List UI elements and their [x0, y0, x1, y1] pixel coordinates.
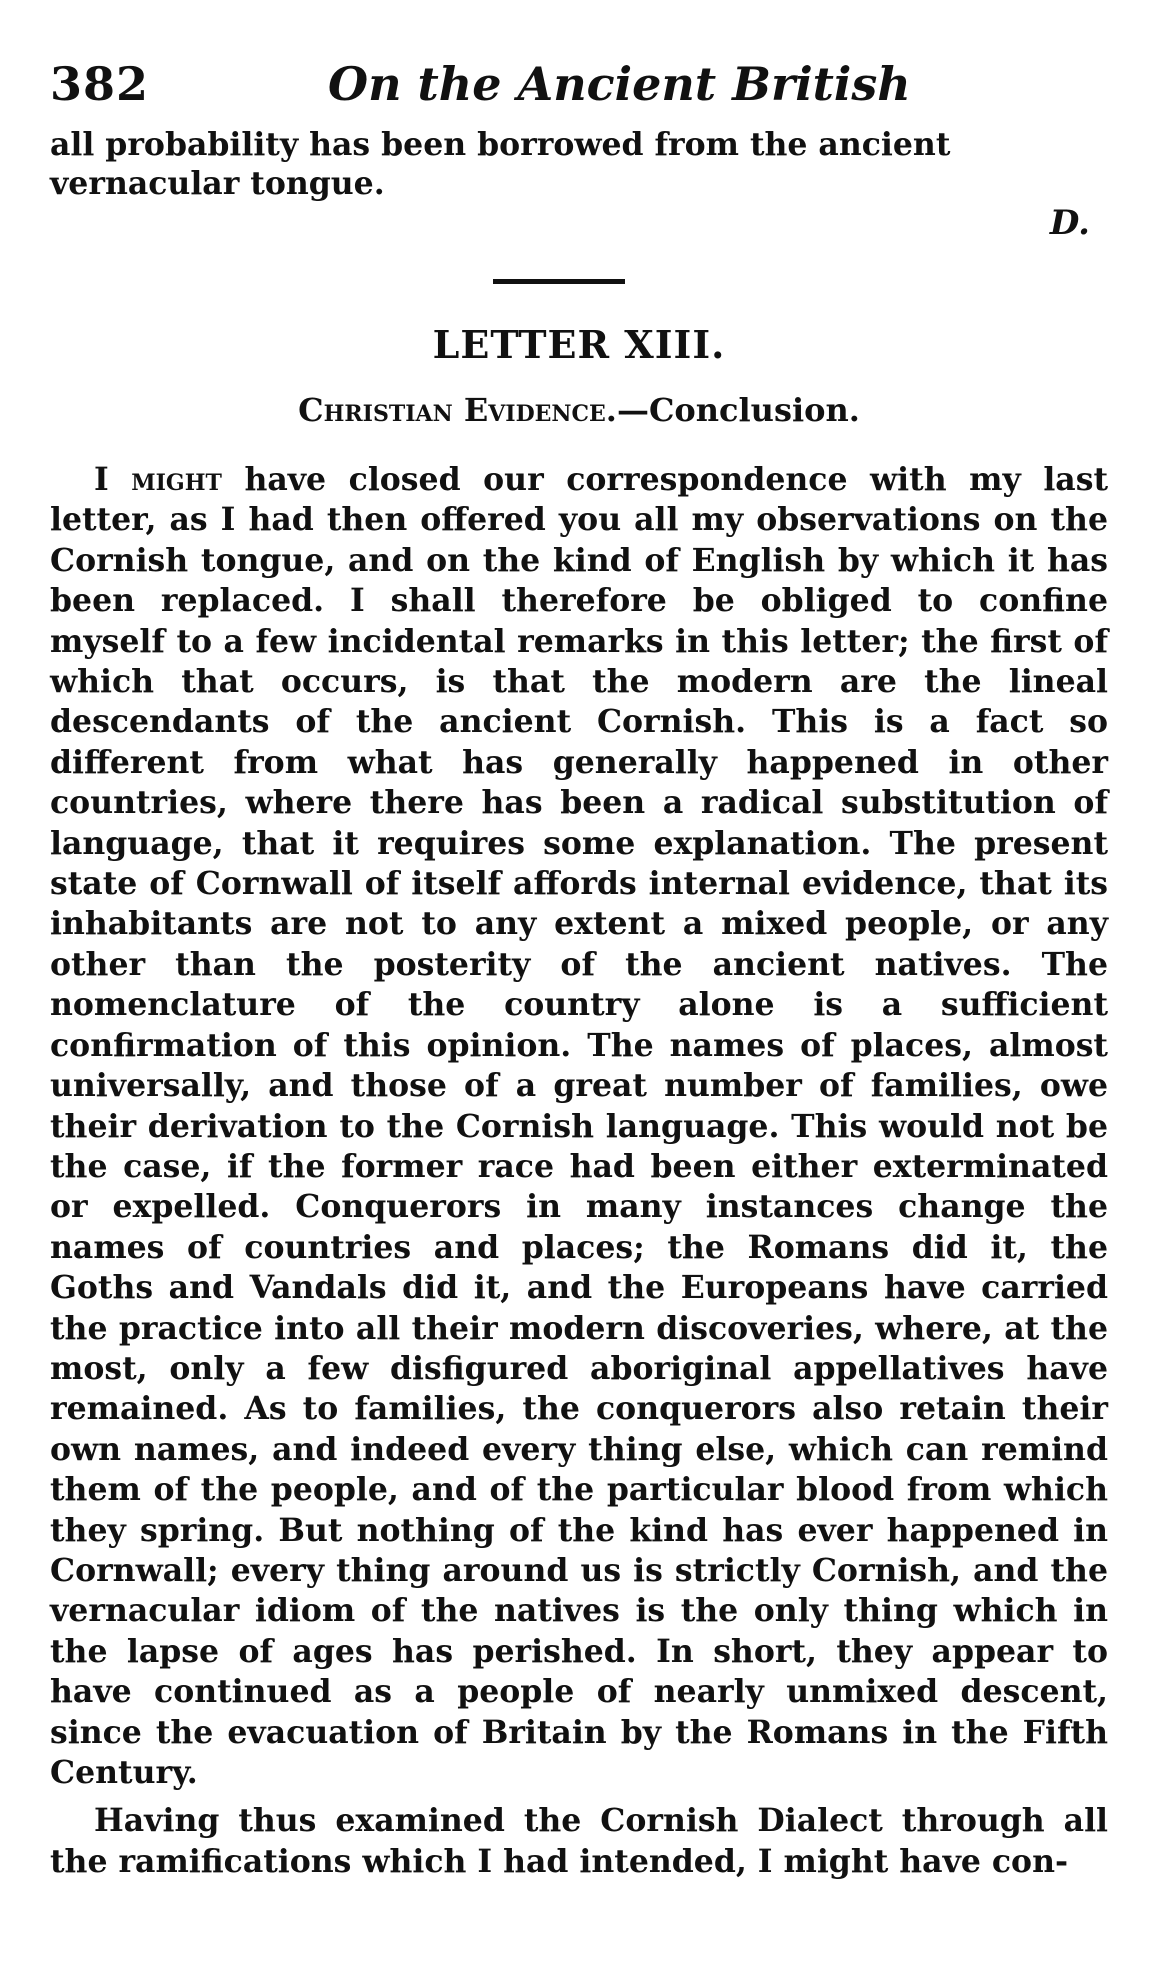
paragraph	[50, 460, 1108, 1793]
author-signature: D.	[1049, 203, 1090, 243]
subheading-conclusion: —Conclusion.	[616, 391, 860, 429]
letter-body	[50, 460, 1108, 1882]
paragraph-lead: I might	[94, 461, 222, 498]
page-header	[50, 45, 1108, 125]
letter-heading: LETTER XIII.	[432, 322, 726, 367]
continued-text: all probability has been borrowed from the ancient vernacular tongue.	[50, 126, 951, 202]
book-page	[50, 45, 1108, 1882]
paragraph-text: Having thus examined the Cornish Dialect through all the ramifications which I had intended, I might have con-	[50, 1802, 1108, 1880]
page-number: 382	[50, 57, 150, 111]
running-title: On the Ancient British	[328, 57, 911, 111]
section-divider	[493, 279, 625, 284]
subheading-title: Christian Evidence.	[298, 391, 617, 429]
paragraph-text: have closed our correspondence with my last letter, as I had then offered you all my observations on the Cornish tongue, and on the kind of English by which it has been replaced. I shall therefore be obliged to confine myself to a few incidental remarks in this letter; the first of which that occurs, is that the modern are the lineal descendants of the ancient Cornish. This is a fact so different from what has generally happened in other countries, where there has been a radical substitution of language, that it requires some explanation. The present state of Cornwall of itself affords internal evidence, that its inhabitants are not to any extent a mixed people, or any other than the posterity of the ancient natives. The nomenclature of the country alone is a sufficient confirmation of this opinion. The names of places, almost universally, and those of a great number of families, owe their derivation to the Cornish language. This would not be the case, if the former race had been either exterminated or expelled. Conquerors in many instances change the names of countries and places; the Romans did it, the Goths and Vandals did it, and the Europeans have carried the practice into all their modern discoveries, where, at the most, only a few disfigured aboriginal appellatives have remained. As to families, the conquerors also retain their own names, and indeed every thing else, which can remind them of the people, and of the particular blood from which they spring. But nothing of the kind has ever happened in Cornwall; every thing around us is strictly Cornish, and the vernacular idiom of the natives is the only thing which in the lapse of ages has perished. In short, they appear to have continued as a people of nearly unmixed descent, since the evacuation of Britain by the Romans in the Fifth Century.	[50, 461, 1108, 1791]
letter-subheading	[50, 390, 1108, 430]
paragraph	[50, 1801, 1108, 1882]
